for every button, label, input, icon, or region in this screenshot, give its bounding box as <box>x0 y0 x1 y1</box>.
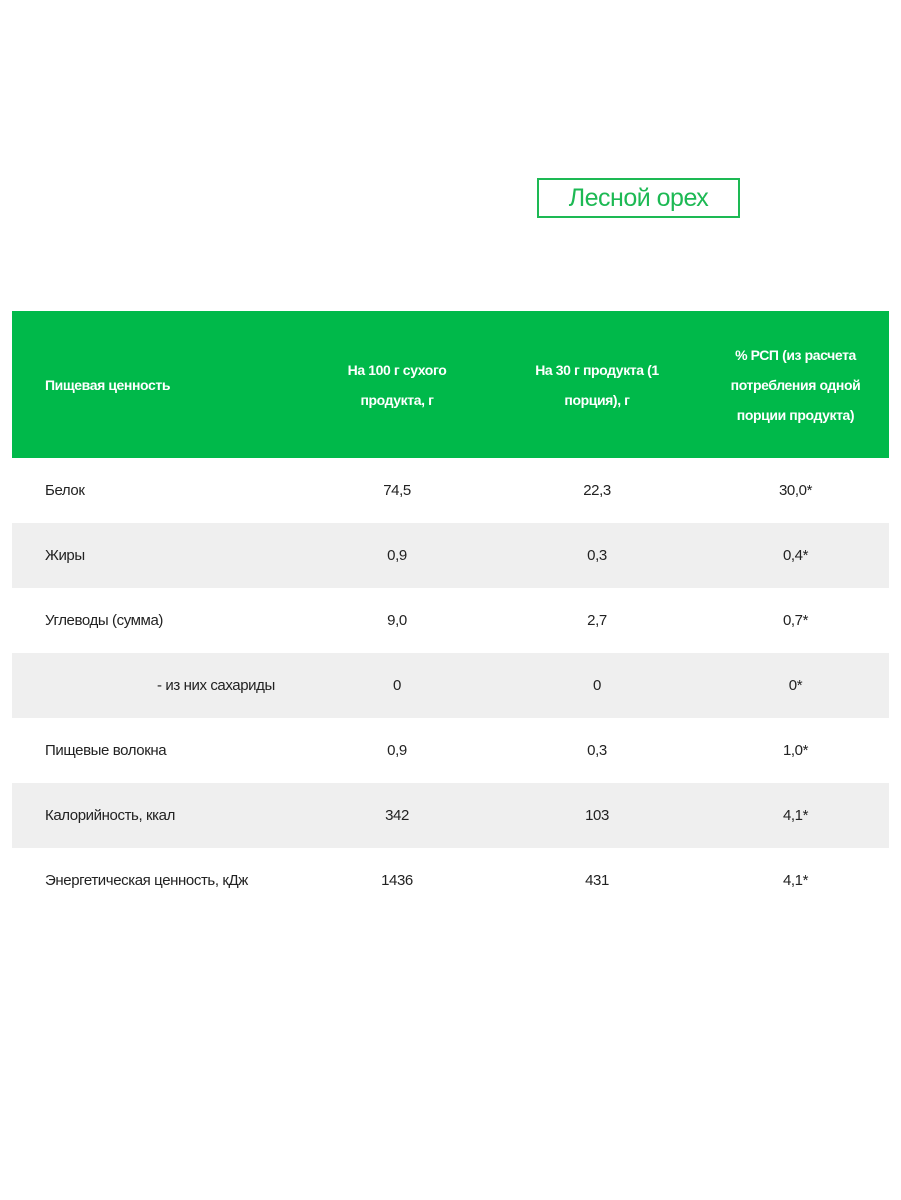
row-name: Жиры <box>45 547 85 564</box>
row-per-30g: 0,3 <box>587 742 607 759</box>
row-name: Калорийность, ккал <box>45 807 175 824</box>
product-title-badge: Лесной орех <box>537 178 740 218</box>
row-per-100g: 1436 <box>381 872 413 889</box>
row-per-100g: 342 <box>385 807 409 824</box>
row-per-100g: 9,0 <box>387 612 407 629</box>
row-rsp: 30,0* <box>778 482 813 499</box>
row-rsp: 0,4* <box>782 547 809 564</box>
row-name: Пищевые волокна <box>45 742 167 759</box>
row-rsp: 0* <box>788 677 803 694</box>
row-per-30g: 2,7 <box>587 612 607 629</box>
table-row <box>12 848 889 913</box>
row-per-100g: 0,9 <box>387 547 407 564</box>
table-row <box>12 783 889 848</box>
row-per-30g: 22,3 <box>583 482 611 499</box>
row-per-30g: 431 <box>585 872 609 889</box>
row-rsp: 1,0* <box>782 742 809 759</box>
row-per-100g: 0 <box>393 677 401 694</box>
header-per-100g: На 100 г сухого продукта, г <box>347 361 447 408</box>
table-row <box>12 523 889 588</box>
row-per-30g: 0 <box>593 677 601 694</box>
row-per-30g: 103 <box>585 807 609 824</box>
row-name: Углеводы (сумма) <box>45 612 163 629</box>
row-rsp: 4,1* <box>782 807 809 824</box>
table-row <box>12 588 889 653</box>
table-header <box>12 311 889 458</box>
header-per-30g: На 30 г продукта (1 порция), г <box>535 361 659 408</box>
row-rsp: 4,1* <box>782 872 809 889</box>
row-per-100g: 0,9 <box>387 742 407 759</box>
table-row <box>12 718 889 783</box>
table-row <box>12 458 889 523</box>
row-name: - из них сахариды <box>157 677 275 694</box>
nutrition-table <box>12 311 889 913</box>
row-rsp: 0,7* <box>782 612 809 629</box>
row-per-30g: 0,3 <box>587 547 607 564</box>
header-nutrition-value: Пищевая ценность <box>45 376 171 393</box>
header-rsp-percent: % РСП (из расчета потребления одной порции продукта) <box>730 346 861 423</box>
row-per-100g: 74,5 <box>383 482 411 499</box>
row-name: Белок <box>45 482 85 499</box>
table-row <box>12 653 889 718</box>
row-name: Энергетическая ценность, кДж <box>45 872 248 889</box>
